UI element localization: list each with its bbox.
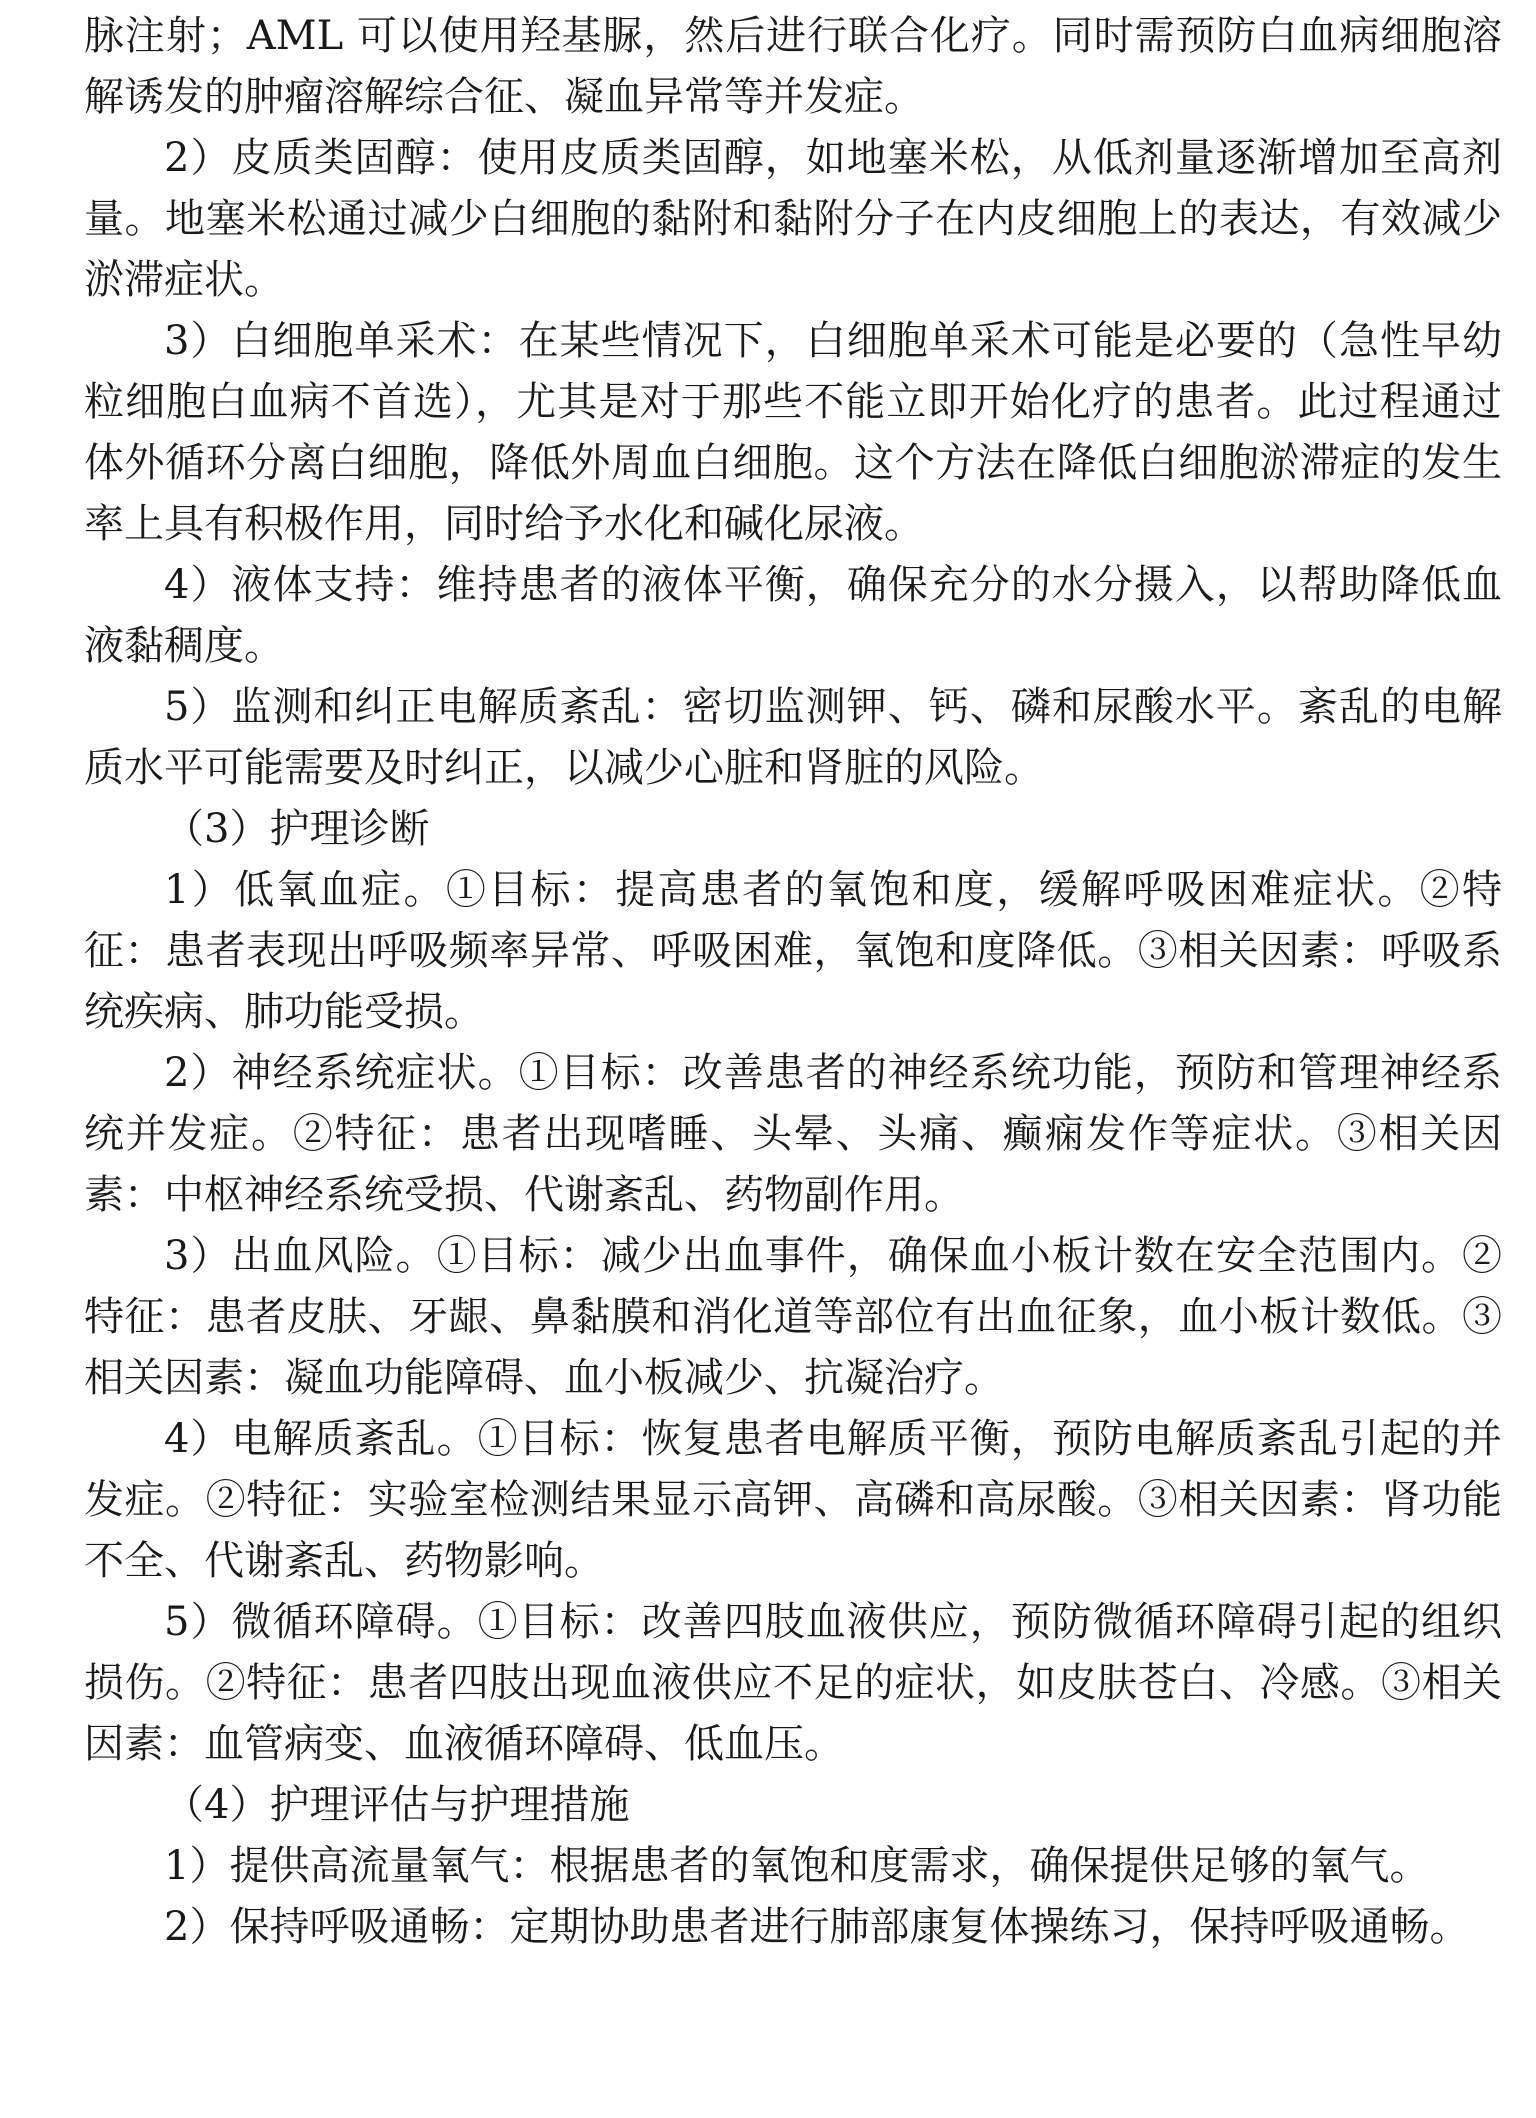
paragraph-electrolytes: 5）监测和纠正电解质紊乱：密切监测钾、钙、磷和尿酸水平。紊乱的电解质水平可能需要及时纠正，以减少心脏和肾脏的风险。	[84, 684, 1502, 791]
document-page	[84, 0, 1502, 1958]
paragraph-leukapheresis: 3）白细胞单采术：在某些情况下，白细胞单采术可能是必要的（急性早幼粒细胞白血病不首选），尤其是对于那些不能立即开始化疗的患者。此过程通过体外循环分离白细胞，降低外周血白细胞。这个方法在降低白细胞淤滞症的发生率上具有积极作用，同时给予水化和碱化尿液。	[84, 318, 1502, 547]
paragraph-fluid-support: 4）液体支持：维持患者的液体平衡，确保充分的水分摄入，以帮助降低血液黏稠度。	[84, 562, 1502, 669]
paragraph-neuro-symptoms: 2）神经系统症状。①目标：改善患者的神经系统功能，预防和管理神经系统并发症。②特征：患者出现嗜睡、头晕、头痛、癫痫发作等症状。③相关因素：中枢神经系统受损、代谢紊乱、药物副作用。	[84, 1050, 1502, 1218]
section-heading-nursing-diagnosis: （3）护理诊断	[164, 806, 430, 852]
paragraph-continuation: 脉注射；AML 可以使用羟基脲，然后进行联合化疗。同时需预防白血病细胞溶解诱发的肿瘤溶解综合征、凝血异常等并发症。	[84, 13, 1502, 120]
paragraph-microcirculation: 5）微循环障碍。①目标：改善四肢血液供应，预防微循环障碍引起的组织损伤。②特征：患者四肢出现血液供应不足的症状，如皮肤苍白、冷感。③相关因素：血管病变、血液循环障碍、低血压。	[84, 1599, 1502, 1767]
paragraph-bleeding-risk: 3）出血风险。①目标：减少出血事件，确保血小板计数在安全范围内。②特征：患者皮肤、牙龈、鼻黏膜和消化道等部位有出血征象，血小板计数低。③相关因素：凝血功能障碍、血小板减少、抗凝治疗。	[84, 1233, 1502, 1401]
paragraph-electrolyte-disorder: 4）电解质紊乱。①目标：恢复患者电解质平衡，预防电解质紊乱引起的并发症。②特征：实验室检测结果显示高钾、高磷和高尿酸。③相关因素：肾功能不全、代谢紊乱、药物影响。	[84, 1416, 1502, 1584]
paragraph-airway: 2）保持呼吸通畅：定期协助患者进行肺部康复体操练习，保持呼吸通畅。	[164, 1904, 1470, 1950]
paragraph-hypoxemia: 1）低氧血症。①目标：提高患者的氧饱和度，缓解呼吸困难症状。②特征：患者表现出呼吸频率异常、呼吸困难，氧饱和度降低。③相关因素：呼吸系统疾病、肺功能受损。	[84, 867, 1502, 1035]
paragraph-corticosteroids: 2）皮质类固醇：使用皮质类固醇，如地塞米松，从低剂量逐渐增加至高剂量。地塞米松通过减少白细胞的黏附和黏附分子在内皮细胞上的表达，有效减少淤滞症状。	[84, 135, 1502, 303]
section-heading-nursing-assessment: （4）护理评估与护理措施	[164, 1782, 630, 1828]
paragraph-oxygen: 1）提供高流量氧气：根据患者的氧饱和度需求，确保提供足够的氧气。	[164, 1843, 1430, 1889]
